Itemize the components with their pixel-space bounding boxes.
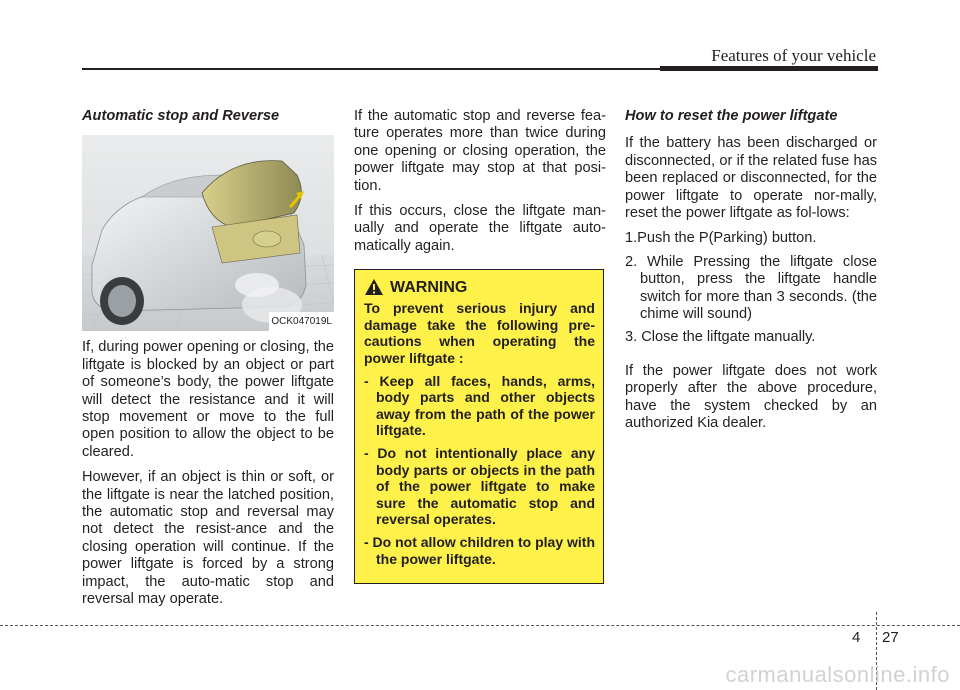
column-right	[625, 108, 877, 441]
warning-item: - Keep all faces, hands, arms, body parts and other objects away from the path of the power liftgate.	[364, 372, 595, 439]
paragraph: If this occurs, close the liftgate man-ually and operate the liftgate auto-matically again.	[354, 203, 606, 254]
paragraph: If, during power opening or closing, the liftgate is blocked by an object or part of someone’s body, the power liftgate will detect the resistance and it will stop movement or move to the full open position to allow the object to be cleared.	[82, 339, 334, 460]
warning-list	[364, 373, 595, 568]
section-heading-reset: How to reset the power liftgate	[625, 108, 838, 124]
warning-triangle-icon	[364, 278, 384, 296]
figure-label: OCK047019L	[269, 312, 334, 331]
watermark: carmanualsonline.info	[725, 662, 950, 687]
step-item: 2. While Pressing the liftgate close button, press the liftgate handle switch for more than 3 seconds. (the chime will sound)	[625, 253, 877, 323]
warning-item: - Do not allow children to play with the power liftgate.	[364, 533, 595, 567]
warning-title: WARNING	[390, 278, 468, 296]
car-rear-image	[82, 135, 334, 331]
paragraph: However, if an object is thin or soft, or the liftgate is near the latched position, the automatic stop and reversal may not detect the resist-ance and the closing operation will continue. If the power liftgate is forced by a strong impact, the auto-matic stop and reversal may operate.	[82, 469, 334, 608]
warning-box	[354, 269, 604, 584]
column-middle	[354, 108, 606, 584]
step-item: 1.Push the P(Parking) button.	[625, 230, 817, 247]
warning-item: - Do not intentionally place any body parts or objects in the path of the power liftgate to make sure the automatic stop and reversal operates.	[364, 445, 595, 528]
car-liftgate-illustration	[82, 135, 334, 331]
column-left	[82, 108, 334, 617]
page-number: 27	[882, 629, 899, 646]
step-item: 3. Close the liftgate manually.	[625, 329, 816, 346]
warning-header	[364, 278, 595, 296]
paragraph: If the power liftgate does not work properly after the above procedure, have the system checked by an authorized Kia dealer.	[625, 362, 877, 432]
chapter-number: 4	[852, 629, 861, 646]
paragraph: If the automatic stop and reverse fea-ture operates more than twice during one opening or closing operation, the power liftgate may stop at that posi-tion.	[354, 108, 606, 194]
section-heading-auto-stop: Automatic stop and Reverse	[82, 108, 280, 124]
header-rule-accent	[660, 66, 878, 71]
warning-intro: To prevent serious injury and damage take the following pre-cautions when operating the power liftgate :	[364, 300, 595, 367]
reset-steps	[625, 230, 877, 346]
paragraph: If the battery has been discharged or disconnected, or if the related fuse has been replaced or disconnected, for the power liftgate to operate nor-mally, reset the power liftgate as fol-lows:	[625, 135, 877, 222]
footer-rule	[0, 625, 960, 626]
header-title: Features of your vehicle	[711, 46, 876, 65]
